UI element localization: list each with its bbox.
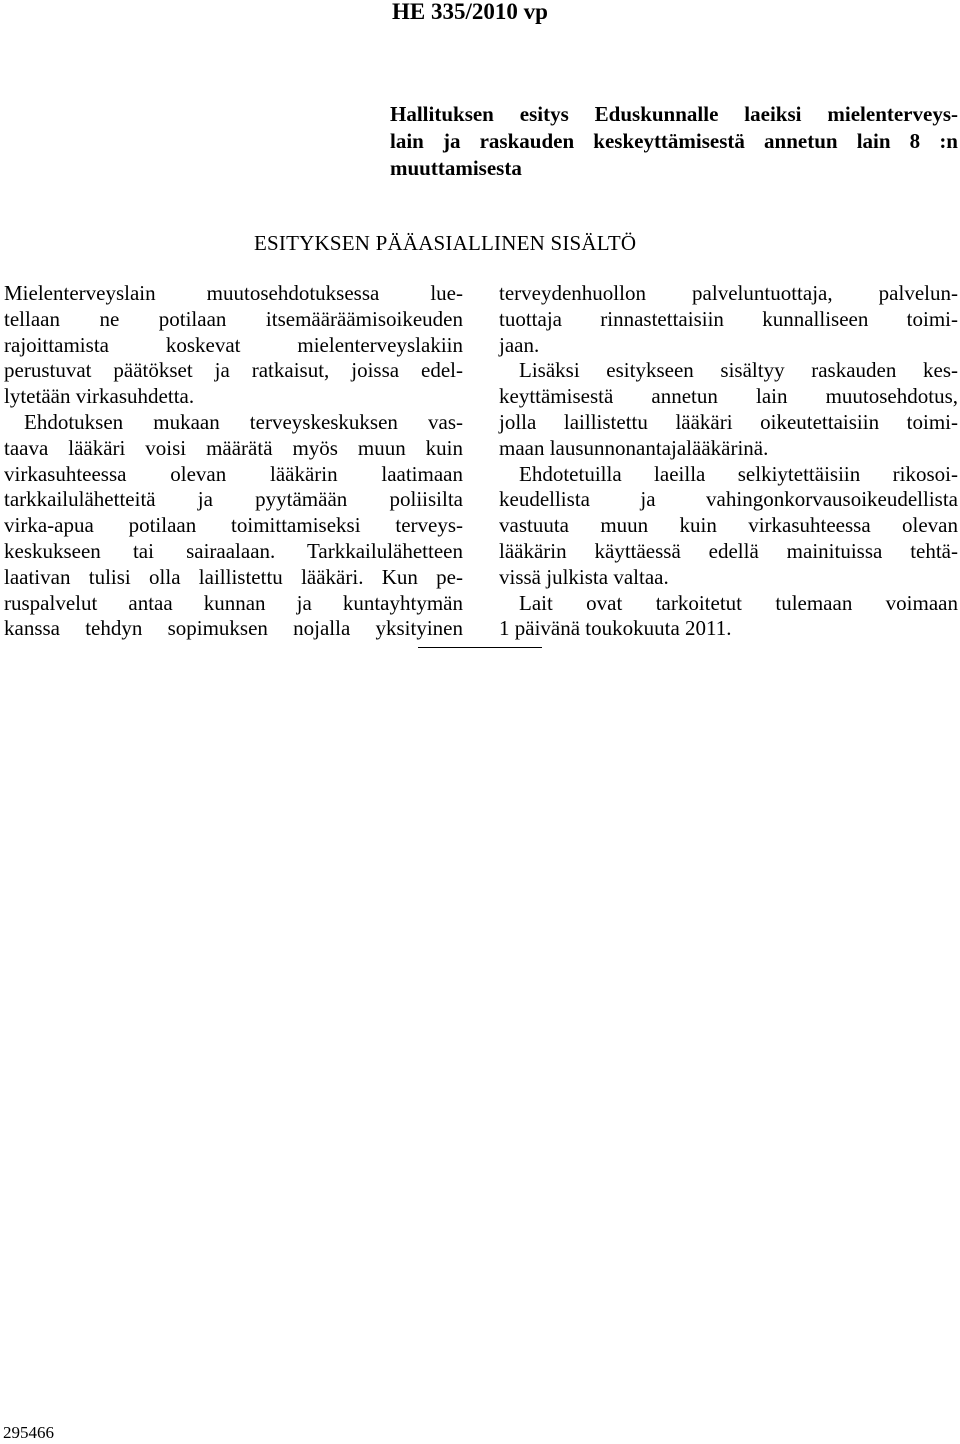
paragraph (499, 462, 958, 591)
text-line: lytetään virkasuhdetta. (4, 384, 195, 409)
text-line: Ehdotetuilla laeilla selkiytettäisiin rikosoi- (519, 461, 958, 486)
text-line: kanssa tehdyn sopimuksen nojalla yksityinen (4, 616, 463, 641)
text-line: tuottaja rinnastettaisiin kunnalliseen toimi- (499, 306, 958, 331)
left-column (4, 281, 463, 642)
text-line: Ehdotuksen mukaan terveyskeskuksen vas- (24, 409, 463, 434)
text-line: laativan tulisi olla laillistettu lääkäri. Kun pe- (4, 564, 463, 589)
text-line: ruspalvelut antaa kunnan ja kuntayhtymän (4, 590, 463, 615)
text-line: terveydenhuollon palveluntuottaja, palvelun- (499, 281, 958, 305)
text-line: taava lääkäri voisi määrätä myös muun kuin (4, 435, 463, 460)
paragraph (499, 358, 958, 461)
text-line: Lait ovat tarkoitetut tulemaan voimaan (519, 590, 958, 615)
text-line: tarkkailulähetteitä ja pyytämään poliisilta (4, 487, 463, 512)
text-line: virkasuhteessa olevan lääkärin laatimaan (4, 461, 463, 486)
text-line: keudellista ja vahingonkorvausoikeudellista (499, 487, 958, 512)
title-line: muuttamisesta (390, 156, 522, 180)
paragraph (499, 591, 958, 643)
text-line: vastuuta muun kuin virkasuhteessa olevan (499, 513, 958, 538)
paragraph (4, 281, 463, 410)
text-line: rajoittamista koskevat mielenterveyslakiin (4, 332, 463, 357)
paragraph (499, 281, 958, 358)
page-number: 295466 (3, 1423, 54, 1442)
text-line: Mielenterveyslain muutosehdotuksessa lue- (4, 281, 463, 305)
text-line: vissä julkista valtaa. (499, 564, 669, 589)
text-line: keskukseen tai sairaalaan. Tarkkailulähetteen (4, 538, 463, 563)
paragraph (4, 410, 463, 642)
document-title (390, 101, 958, 182)
text-line: maan lausunnonantajalääkärinä. (499, 435, 769, 460)
text-line: Lisäksi esitykseen sisältyy raskauden kes- (519, 358, 958, 383)
text-line: virka-apua potilaan toimittamiseksi terveys- (4, 513, 463, 538)
title-line: lain ja raskauden keskeyttämisestä annetun lain 8 :n (390, 129, 958, 153)
right-column (499, 281, 958, 642)
text-line: tellaan ne potilaan itsemääräämisoikeuden (4, 306, 463, 331)
text-line: jaan. (499, 332, 540, 357)
title-line: Hallituksen esitys Eduskunnalle laeiksi mielenterveys- (390, 102, 958, 126)
text-line: perustuvat päätökset ja ratkaisut, joissa edel- (4, 358, 463, 383)
section-heading: ESITYKSEN PÄÄASIALLINEN SISÄLTÖ (254, 231, 637, 255)
text-line: keyttämisestä annetun lain muutosehdotus, (499, 384, 958, 409)
text-line: lääkärin käyttäessä edellä mainituissa tehtä- (499, 538, 958, 563)
document-id: HE 335/2010 vp (392, 0, 548, 24)
text-line: 1 päivänä toukokuuta 2011. (499, 616, 732, 641)
text-line: jolla laillistettu lääkäri oikeutettaisiin toimi- (499, 409, 958, 434)
end-rule (418, 647, 542, 648)
